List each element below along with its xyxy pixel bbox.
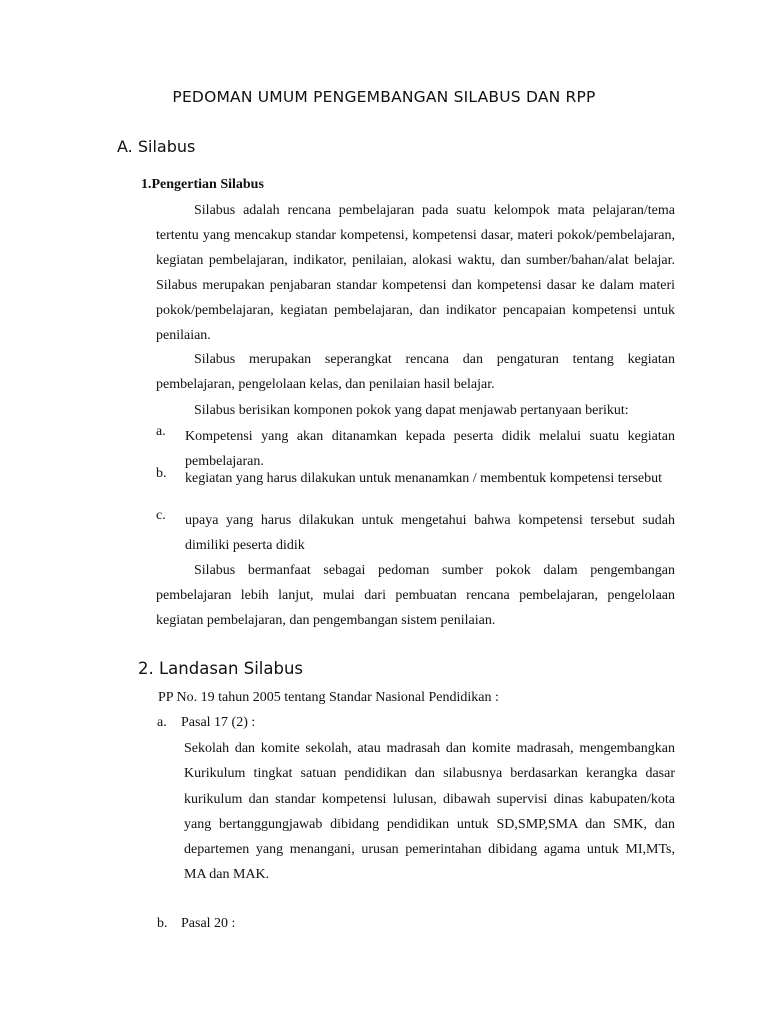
section-heading-silabus: A. Silabus [117,137,196,156]
list-marker: a. [157,715,167,730]
regulation-reference: PP No. 19 tahun 2005 tentang Standar Nasional Pendidikan : [158,690,499,705]
list-item-text: kegiatan yang harus dilakukan untuk menanamkan / membentuk kompetensi tersebut [185,471,663,486]
subsection-heading-pengertian: 1.Pengertian Silabus [141,177,264,192]
list-marker: a. [156,424,166,439]
paragraph-benefits: Silabus bermanfaat sebagai pedoman sumber pokok dalam pengembangan pembelajaran lebih lanjut, mulai dari pembuatan rencana pembelajaran, pengelolaan kegiatan pembelajaran, dan pengembangan sistem penilaian. [156,563,675,628]
list-marker: b. [157,916,168,931]
paragraph-definition: Silabus adalah rencana pembelajaran pada suatu kelompok mata pelajaran/tema tertentu yang mencakup standar kompetensi, kompetensi dasar, materi pokok/pembelajaran, kegiatan pembelajaran, indikator, penilaian, alokasi waktu, dan sumber/bahan/alat belajar. Silabus merupakan penjabaran standar kompetensi dan kompetensi dasar ke dalam materi pokok/pembelajaran, kegiatan pembelajaran, dan indikator pencapaian kompetensi untuk penilaian. [156,203,675,343]
list-marker: b. [156,466,167,481]
paragraph-scope: Silabus merupakan seperangkat rencana dan pengaturan tentang kegiatan pembelajaran, pengelolaan kelas, dan penilaian hasil belajar. [156,352,675,392]
article-body: Sekolah dan komite sekolah, atau madrasah dan komite madrasah, mengembangkan Kurikulum tingkat satuan pendidikan dan silabusnya berdasarkan kerangka dasar kurikulum dan standar kompetensi lulusan, dibawah supervisi dinas kabupaten/kota yang bertanggungjawab dibidang pendidikan untuk SD,SMP,SMA dan SMK, dan departemen yang menangani, urusan pemerintahan dibidang agama untuk MI,MTs, MA dan MAK. [184,741,675,883]
article-item [157,710,255,735]
document-title: PEDOMAN UMUM PENGEMBANGAN SILABUS DAN RPP [172,88,596,106]
list-item-text: Kompetensi yang akan ditanamkan kepada peserta didik melalui suatu kegiatan pembelajaran. [185,429,675,469]
list-item-text: upaya yang harus dilakukan untuk mengetahui bahwa kompetensi tersebut sudah dimiliki peserta didik [185,513,675,553]
paragraph-components-intro: Silabus berisikan komponen pokok yang dapat menjawab pertanyaan berikut: [194,403,629,418]
list-marker: c. [156,508,166,523]
article-label: Pasal 20 : [181,916,236,931]
section-heading-landasan: 2. Landasan Silabus [138,659,304,678]
article-label: Pasal 17 (2) : [181,715,256,730]
article-item [157,911,235,936]
